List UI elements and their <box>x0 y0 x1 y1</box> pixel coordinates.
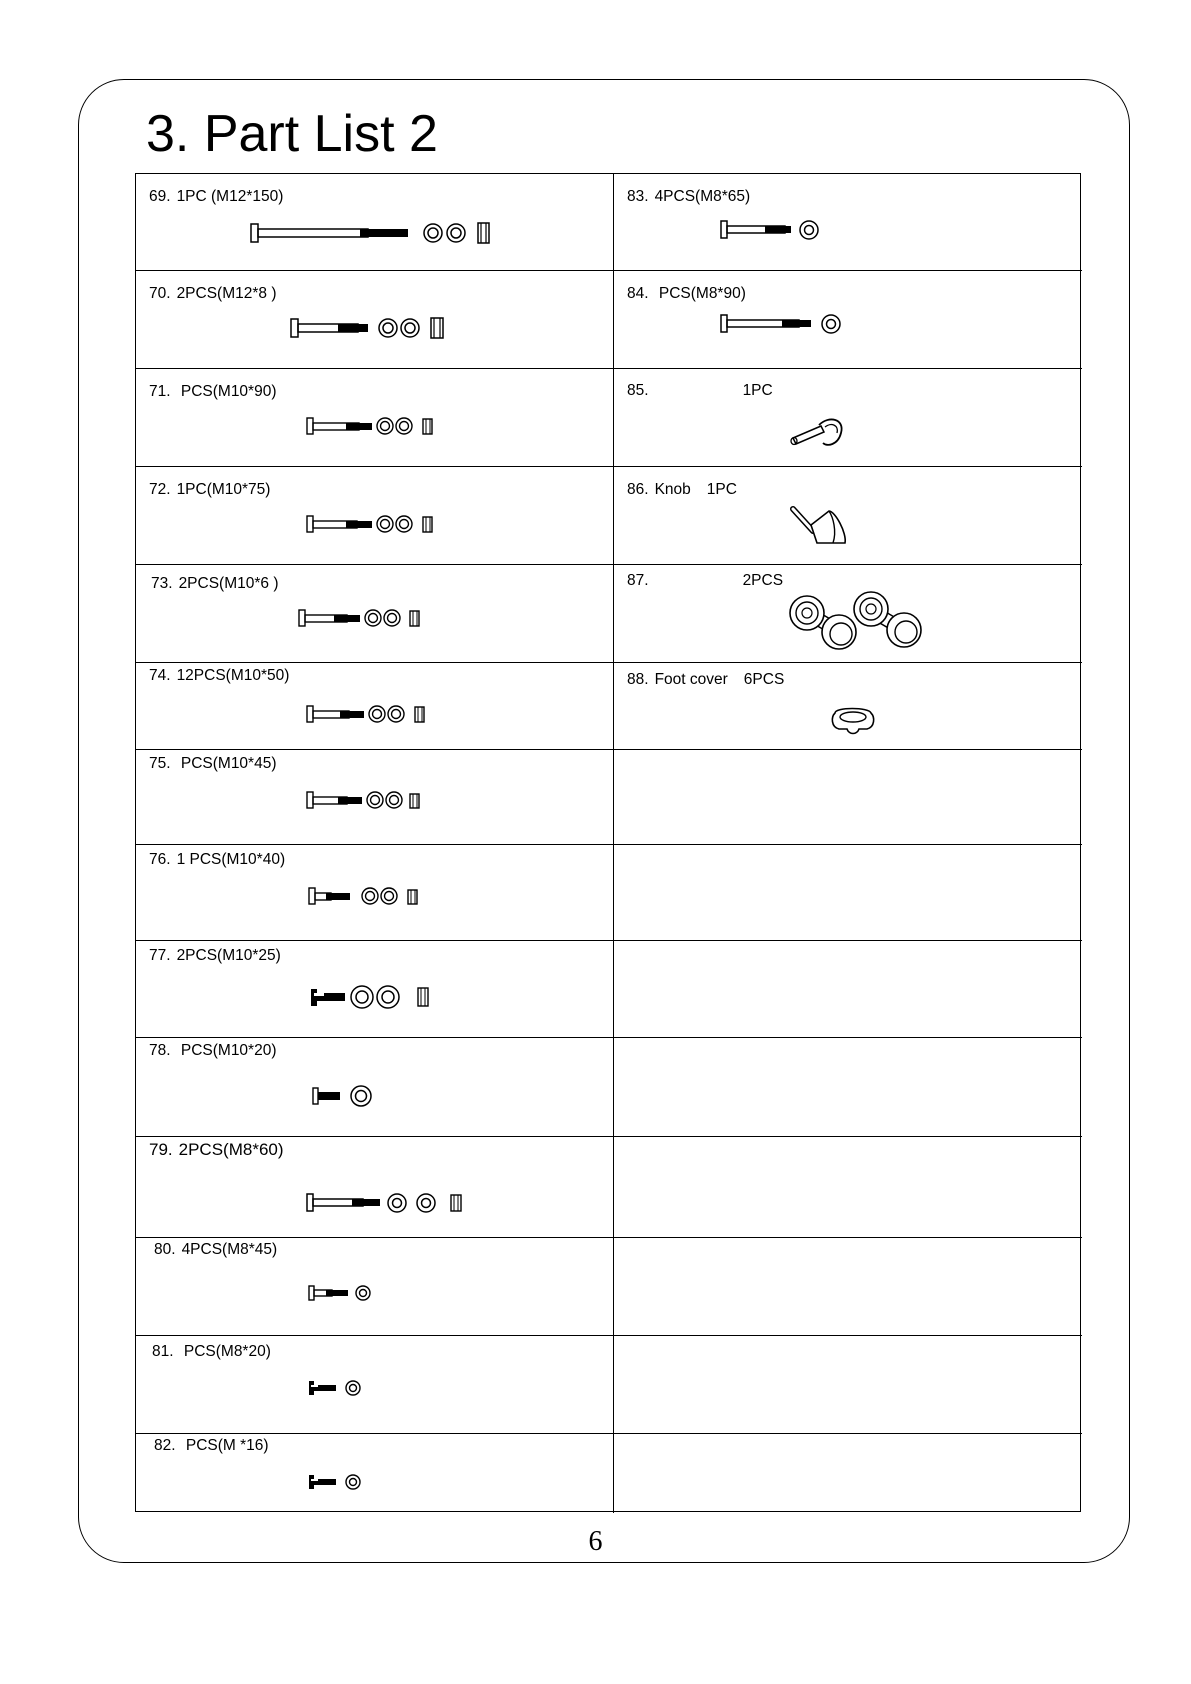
lock-pin-icon <box>789 413 849 453</box>
part-cell-73 <box>136 565 614 663</box>
bolt-washer-nut-icon <box>306 789 436 811</box>
part-cell-81 <box>136 1336 614 1434</box>
bolt-washer-nut-icon <box>250 220 500 246</box>
part-label: 73. 2PCS(M10*6 ) <box>151 575 279 592</box>
part-cell-83 <box>614 174 1082 271</box>
empty-cell <box>614 1238 1082 1336</box>
parts-table <box>135 173 1081 1512</box>
bolt-washer-nut-icon <box>306 415 446 437</box>
bolt-washer-nut-icon <box>298 607 428 629</box>
part-cell-72 <box>136 467 614 565</box>
part-label: 74. 12PCS(M10*50) <box>149 667 290 684</box>
part-label: 84. PCS(M8*90) <box>627 285 746 302</box>
part-cell-88 <box>614 663 1082 750</box>
part-cell-76 <box>136 845 614 941</box>
part-cell-71 <box>136 369 614 467</box>
part-cell-84 <box>614 271 1082 369</box>
knob-icon <box>789 503 851 553</box>
bolt-washer-icon <box>312 1084 382 1108</box>
part-cell-69 <box>136 174 614 271</box>
page-number: 6 <box>588 1526 603 1557</box>
part-label: 81. PCS(M8*20) <box>152 1343 271 1360</box>
part-cell-80 <box>136 1238 614 1336</box>
bolt-washer-nut-icon <box>306 513 446 535</box>
bolt-washer-icon <box>720 218 830 242</box>
part-label: 85. 1PC <box>627 382 773 399</box>
empty-cell <box>614 1038 1082 1137</box>
part-label: 77. 2PCS(M10*25) <box>149 947 281 964</box>
part-cell-82 <box>136 1434 614 1513</box>
part-label: 82. PCS(M *16) <box>154 1437 269 1454</box>
part-cell-86 <box>614 467 1082 565</box>
bolt-washer-icon <box>308 1283 378 1303</box>
bolt-washer-nut-icon <box>306 703 436 725</box>
page-title: 3. Part List 2 <box>146 105 438 163</box>
bolt-washer-icon <box>308 1378 368 1398</box>
empty-cell <box>614 750 1082 845</box>
empty-cell <box>614 1336 1082 1434</box>
part-label: 72. 1PC(M10*75) <box>149 481 271 498</box>
part-cell-74 <box>136 663 614 750</box>
empty-cell <box>614 1434 1082 1513</box>
part-label: 76. 1 PCS(M10*40) <box>149 851 286 868</box>
bolt-washer-nut-icon <box>290 315 460 341</box>
part-label: 86. Knob 1PC <box>627 481 737 498</box>
roller-icon <box>789 585 929 655</box>
bolt-washer-nut-icon <box>308 885 428 907</box>
part-label: 70. 2PCS(M12*8 ) <box>149 285 277 302</box>
empty-cell <box>614 941 1082 1038</box>
bolt-washer-icon <box>720 312 850 336</box>
part-cell-77 <box>136 941 614 1038</box>
part-label: 69. 1PC (M12*150) <box>149 188 284 205</box>
empty-cell <box>614 845 1082 941</box>
empty-cell <box>614 1137 1082 1238</box>
part-label: 78. PCS(M10*20) <box>149 1042 277 1059</box>
bolt-washer-icon <box>308 1472 368 1492</box>
part-label: 79. 2PCS(M8*60) <box>149 1140 284 1159</box>
part-cell-70 <box>136 271 614 369</box>
part-cell-79 <box>136 1137 614 1238</box>
foot-cover-icon <box>829 705 879 737</box>
part-label: 75. PCS(M10*45) <box>149 755 277 772</box>
part-label: 87. 2PCS <box>627 572 784 589</box>
part-label: 83. 4PCS(M8*65) <box>627 188 751 205</box>
part-cell-78 <box>136 1038 614 1137</box>
part-label: 80. 4PCS(M8*45) <box>154 1241 278 1258</box>
bolt-washer-nut-icon <box>310 984 440 1010</box>
bolt-washer-nut-icon <box>306 1191 466 1215</box>
part-cell-87 <box>614 565 1082 663</box>
part-cell-85 <box>614 369 1082 467</box>
part-label: 71. PCS(M10*90) <box>149 383 277 400</box>
part-cell-75 <box>136 750 614 845</box>
part-label: 88. Foot cover 6PCS <box>627 671 785 688</box>
